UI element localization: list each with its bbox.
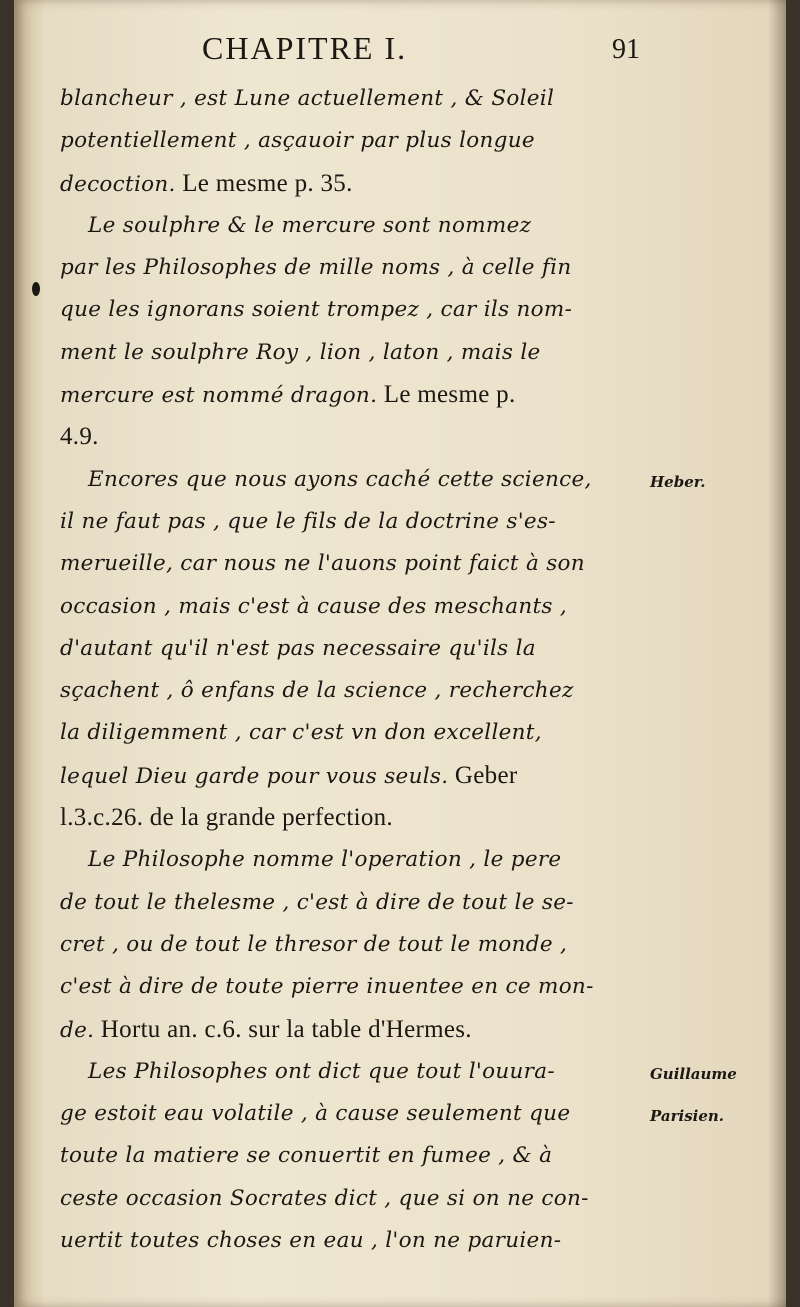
text-line xyxy=(60,924,640,966)
text-line xyxy=(60,1051,640,1093)
italic-text: de. xyxy=(60,1017,95,1043)
text-line xyxy=(60,755,640,797)
text-line xyxy=(60,1135,640,1177)
running-title: CHAPITRE I. xyxy=(202,30,408,66)
text-line xyxy=(60,670,640,712)
italic-text: d'autant qu'il n'est pas necessaire qu'ils la xyxy=(60,635,536,661)
text-line xyxy=(60,205,640,247)
text-line xyxy=(60,416,640,458)
text-line xyxy=(60,839,640,881)
italic-text: cret , ou de tout le thresor de tout le monde , xyxy=(60,931,568,957)
text-line xyxy=(60,797,640,839)
italic-text: merueille, car nous ne l'auons point faict à son xyxy=(60,551,585,577)
italic-text: decoction. xyxy=(60,171,176,197)
italic-text: par les Philosophes de mille noms , à celle fin xyxy=(60,255,572,281)
text-line xyxy=(60,966,640,1008)
ink-blot-mark xyxy=(32,282,40,296)
margin-note: Parisien. xyxy=(650,1107,725,1126)
italic-text: lequel Dieu garde pour vous seuls. xyxy=(60,763,449,789)
italic-text: occasion , mais c'est à cause des meschants , xyxy=(60,593,568,619)
text-line xyxy=(60,501,640,543)
italic-text: ge estoit eau volatile , à cause seulement que xyxy=(60,1101,571,1127)
margin-note: Heber. xyxy=(650,472,706,491)
italic-text: que les ignorans soient trompez , car ils nom- xyxy=(60,297,573,323)
body-text xyxy=(60,78,640,1262)
roman-citation: Geber xyxy=(448,761,518,789)
italic-text: Les Philosophes ont dict que tout l'ouura- xyxy=(88,1058,555,1084)
text-line xyxy=(60,247,640,289)
book-page xyxy=(14,0,786,1307)
italic-text: Le soulphre & le mercure sont nommez xyxy=(88,212,532,238)
text-line xyxy=(60,882,640,924)
italic-text: blancheur , est Lune actuellement , & Soleil xyxy=(60,86,555,111)
text-line xyxy=(60,1178,640,1220)
roman-citation: Le mesme p. 35. xyxy=(175,169,353,197)
text-line xyxy=(60,374,640,416)
italic-text: ceste occasion Socrates dict , que si on ne con- xyxy=(60,1185,589,1211)
italic-text: sçachent , ô enfans de la science , recherchez xyxy=(60,678,574,704)
text-line xyxy=(60,163,640,205)
margin-note: Guillaume xyxy=(650,1064,737,1083)
text-line xyxy=(60,628,640,670)
roman-citation: 4.9. xyxy=(60,423,99,451)
text-line xyxy=(60,78,640,120)
italic-text: potentiellement , asçauoir par plus longue xyxy=(60,128,535,154)
text-line xyxy=(60,1220,640,1262)
text-line xyxy=(60,1009,640,1051)
italic-text: mercure est nommé dragon. xyxy=(60,383,378,409)
text-line xyxy=(60,289,640,331)
italic-text: la diligemment , car c'est vn don excellent, xyxy=(60,720,542,746)
text-line xyxy=(60,332,640,374)
text-line xyxy=(60,1093,640,1135)
roman-citation: Hortu an. c.6. sur la table d'Hermes. xyxy=(94,1015,472,1043)
italic-text: Le Philosophe nomme l'operation , le pere xyxy=(88,847,562,873)
italic-text: ment le soulphre Roy , lion , laton , mais le xyxy=(60,339,541,365)
italic-text: Encores que nous ayons caché cette science, xyxy=(88,466,592,492)
italic-text: toute la matiere se conuertit en fumee , & à xyxy=(60,1143,553,1169)
italic-text: c'est à dire de toute pierre inuentee en ce mon- xyxy=(60,974,594,1000)
text-line xyxy=(60,120,640,162)
text-line xyxy=(60,459,640,501)
page-number: 91 xyxy=(612,34,640,65)
italic-text: uertit toutes choses en eau , l'on ne paruien- xyxy=(60,1228,562,1254)
roman-citation: l.3.c.26. de la grande perfection. xyxy=(60,804,393,832)
text-line xyxy=(60,543,640,585)
italic-text: de tout le thelesme , c'est à dire de tout le se- xyxy=(60,889,574,915)
roman-citation: Le mesme p. xyxy=(377,381,516,409)
text-line xyxy=(60,586,640,628)
text-line xyxy=(60,712,640,754)
italic-text: il ne faut pas , que le fils de la doctrine s'es- xyxy=(60,508,556,534)
page-header xyxy=(14,30,786,74)
